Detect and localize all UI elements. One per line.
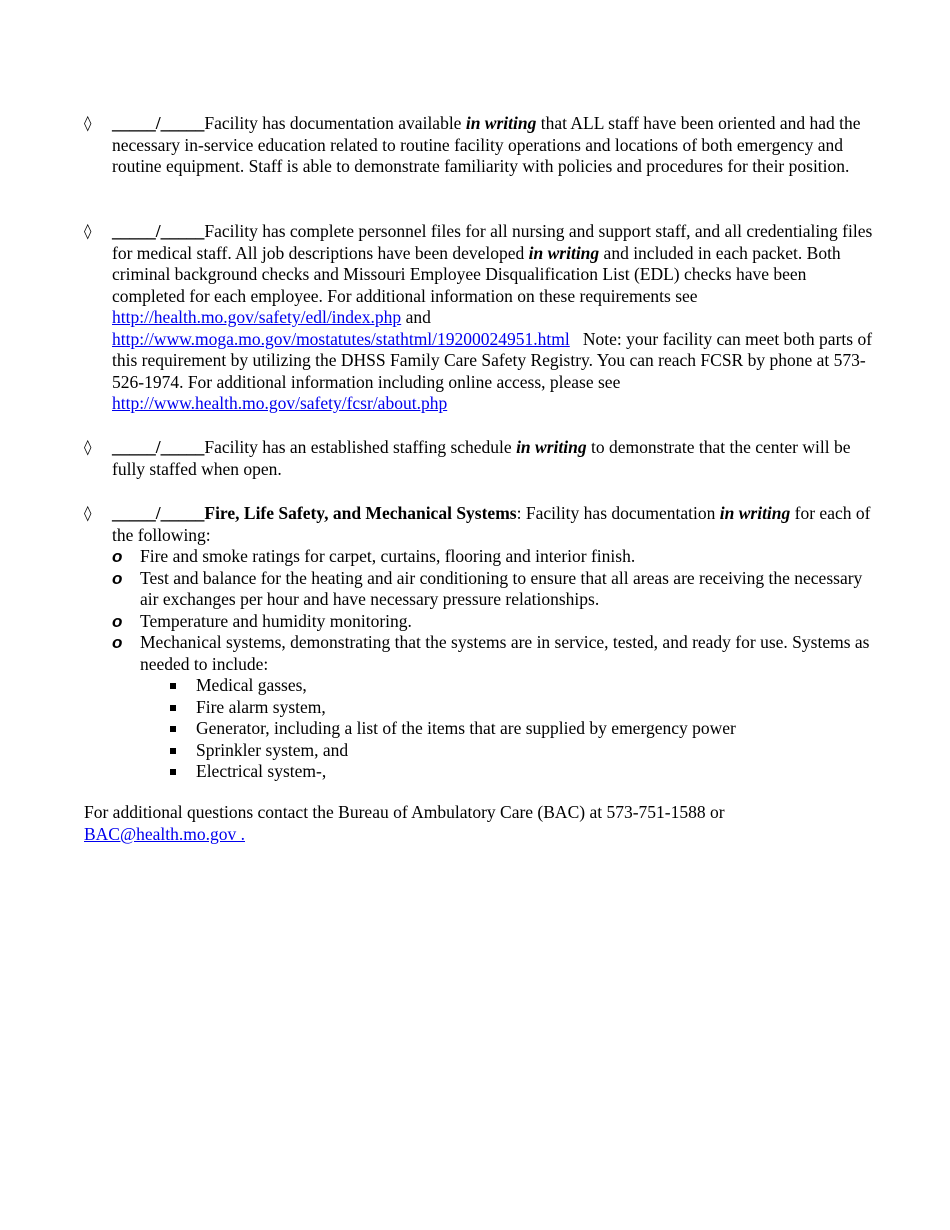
diamond-bullet-icon: ◊ [84,504,92,522]
statute-link[interactable]: http://www.moga.mo.gov/mostatutes/stathtml/19200024951.html [112,328,570,349]
item-text: _____/_____Facility has documentation available in writing that ALL staff have been oriented and had the necessary in-service education related to routine facility operations and locations of both emergency and routine equipment. Staff is able to demonstrate familiarity with policies and procedures for their position. [112,113,861,176]
list-item: Medical gasses, [84,675,874,697]
signoff-blank[interactable]: _____/_____ [112,503,205,523]
in-writing-emphasis: in writing [465,113,537,133]
item-text: _____/_____Facility has an established staffing schedule in writing to demonstrate that the center will be fully staffed when open. [112,437,851,479]
square-bullet-icon [170,683,176,689]
diamond-bullet-icon: ◊ [84,114,92,132]
list-item: o Test and balance for the heating and air conditioning to ensure that all areas are receiving the necessary air exchanges per hour and have necessary pressure relationships. [112,567,863,609]
checklist-item-personnel-files [84,221,877,415]
square-bullet-icon [170,748,176,754]
square-bullet-icon [170,726,176,732]
diamond-bullet-icon: ◊ [84,222,92,240]
item-text: _____/_____Fire, Life Safety, and Mechanical Systems: Facility has documentation in writing for each of the following: [112,503,871,545]
sub-requirements-list [84,546,874,675]
edl-link[interactable]: http://health.mo.gov/safety/edl/index.php [112,307,402,327]
circle-bullet-icon: o [112,568,123,588]
list-item: Generator, including a list of the items that are supplied by emergency power [84,718,874,740]
contact-footer [84,802,884,845]
list-item: Fire alarm system, [84,697,874,719]
list-item: Electrical system-, [84,761,874,783]
square-bullet-icon [170,705,176,711]
item-text: _____/_____Facility has complete personnel files for all nursing and support staff, and all credentialing files for medical staff. All job descriptions have been developed in writing and included in each packet. Both criminal background checks and Missouri Employee Disqualification List (EDL) checks have been completed for each employee. For additional information on these requirements see http://health.mo.gov/safety/edl/index.php and http://www.moga.mo.gov/mostatutes/stathtml/19200024951.html Note: your facility can meet both parts of this requirement by utilizing the DHSS Family Care Safety Registry. You can reach FCSR by phone at 573-526-1974. For additional information including online access, please see http://www.health.mo.gov/safety/fcsr/about.php [112,221,877,413]
checklist-item-staffing-schedule [84,437,874,480]
list-item: Sprinkler system, and [84,740,874,762]
signoff-blank[interactable]: _____/_____ [112,113,205,133]
bac-email-link[interactable]: BAC@health.mo.gov . [84,823,245,844]
list-item: o Temperature and humidity monitoring. [112,610,412,631]
list-item: o Fire and smoke ratings for carpet, curtains, flooring and interior finish. [112,546,636,566]
in-writing-emphasis: in writing [528,242,600,263]
in-writing-emphasis: in writing [516,437,587,457]
diamond-bullet-icon: ◊ [84,438,92,456]
list-item: o Mechanical systems, demonstrating that the systems are in service, tested, and ready for use. Systems as needed to include: [112,632,870,674]
circle-bullet-icon: o [112,547,123,566]
circle-bullet-icon: o [112,611,123,631]
checklist-item-orientation [84,113,874,178]
signoff-blank[interactable]: _____/_____ [112,221,205,241]
in-writing-emphasis: in writing [719,503,791,523]
circle-bullet-icon: o [112,633,123,652]
square-bullet-icon [170,769,176,775]
section-heading: Fire, Life Safety, and Mechanical Systems [204,503,517,523]
contact-text: For additional questions contact the Bureau of Ambulatory Care (BAC) at 573-751-1588 or [84,802,725,822]
signoff-blank[interactable]: _____/_____ [112,437,205,457]
systems-list [84,675,874,783]
checklist-item-fire-life-safety [84,503,874,783]
fcsr-link[interactable]: http://www.health.mo.gov/safety/fcsr/about.php [112,393,448,413]
